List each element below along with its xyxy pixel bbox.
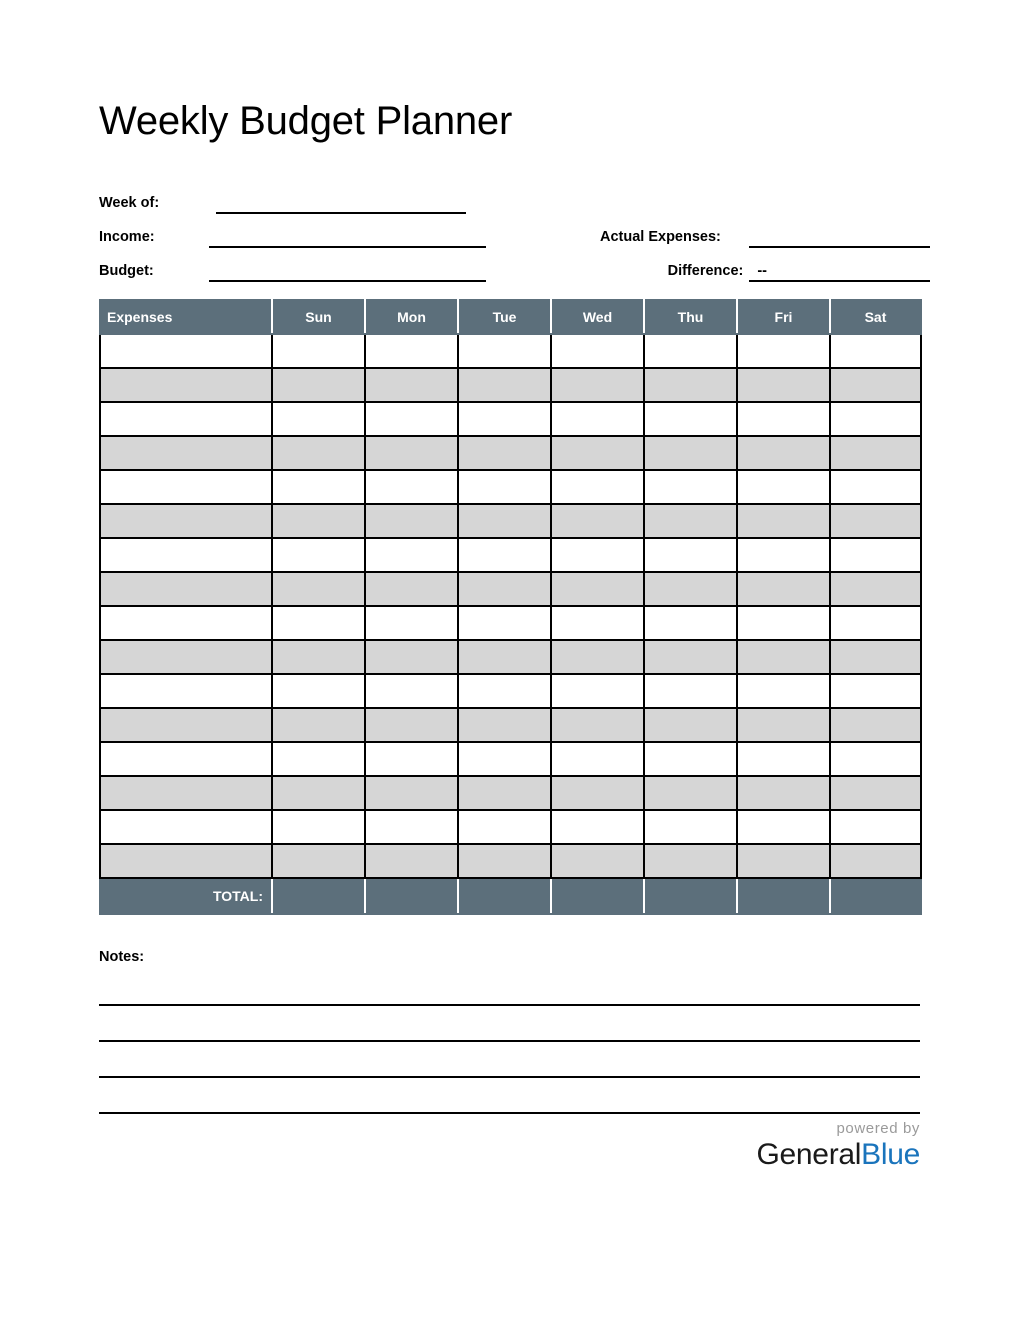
column-header-mon: Mon	[365, 300, 458, 334]
table-row	[100, 368, 921, 402]
cell-thu[interactable]	[644, 810, 737, 844]
cell-sun[interactable]	[272, 368, 365, 402]
notes-label: Notes:	[99, 949, 145, 965]
cell-expense[interactable]	[100, 436, 272, 470]
cell-sun[interactable]	[272, 470, 365, 504]
cell-wed[interactable]	[551, 368, 644, 402]
cell-thu[interactable]	[644, 606, 737, 640]
table-row	[100, 470, 921, 504]
cell-expense[interactable]	[100, 606, 272, 640]
cell-fri[interactable]	[737, 538, 830, 572]
field-week-of	[99, 180, 499, 214]
field-input-difference[interactable]	[749, 256, 930, 282]
total-cell-thu[interactable]	[644, 878, 737, 914]
cell-tue[interactable]	[458, 538, 551, 572]
cell-sun[interactable]	[272, 708, 365, 742]
cell-fri[interactable]	[737, 742, 830, 776]
total-cell-mon[interactable]	[365, 878, 458, 914]
generalblue-logo	[620, 1120, 920, 1171]
cell-fri[interactable]	[737, 504, 830, 538]
cell-thu[interactable]	[644, 640, 737, 674]
column-header-tue: Tue	[458, 300, 551, 334]
table-row	[100, 334, 921, 368]
cell-fri[interactable]	[737, 572, 830, 606]
column-header-expenses: Expenses	[100, 300, 272, 334]
cell-thu[interactable]	[644, 742, 737, 776]
cell-tue[interactable]	[458, 776, 551, 810]
cell-expense[interactable]	[100, 470, 272, 504]
cell-wed[interactable]	[551, 844, 644, 878]
cell-thu[interactable]	[644, 708, 737, 742]
cell-sun[interactable]	[272, 402, 365, 436]
cell-expense[interactable]	[100, 844, 272, 878]
cell-mon[interactable]	[365, 470, 458, 504]
field-label-budget: Budget:	[99, 263, 154, 279]
cell-tue[interactable]	[458, 606, 551, 640]
notes-line-4[interactable]	[99, 1112, 920, 1114]
cell-sat[interactable]	[830, 844, 921, 878]
cell-fri[interactable]	[737, 402, 830, 436]
cell-fri[interactable]	[737, 640, 830, 674]
column-header-thu: Thu	[644, 300, 737, 334]
cell-thu[interactable]	[644, 674, 737, 708]
cell-wed[interactable]	[551, 402, 644, 436]
cell-tue[interactable]	[458, 402, 551, 436]
cell-fri[interactable]	[737, 708, 830, 742]
cell-mon[interactable]	[365, 402, 458, 436]
weekly-expenses-table	[99, 299, 922, 915]
field-input-budget[interactable]	[209, 256, 486, 282]
field-budget	[99, 248, 499, 282]
table-total-row	[100, 878, 921, 914]
cell-sun[interactable]	[272, 810, 365, 844]
cell-wed[interactable]	[551, 504, 644, 538]
page-title: Weekly Budget Planner	[99, 99, 513, 143]
cell-fri[interactable]	[737, 810, 830, 844]
cell-wed[interactable]	[551, 810, 644, 844]
cell-thu[interactable]	[644, 776, 737, 810]
cell-mon[interactable]	[365, 606, 458, 640]
cell-sun[interactable]	[272, 776, 365, 810]
cell-mon[interactable]	[365, 776, 458, 810]
cell-thu[interactable]	[644, 402, 737, 436]
cell-fri[interactable]	[737, 470, 830, 504]
table-row	[100, 810, 921, 844]
cell-tue[interactable]	[458, 810, 551, 844]
cell-mon[interactable]	[365, 708, 458, 742]
cell-sat[interactable]	[830, 674, 921, 708]
cell-tue[interactable]	[458, 334, 551, 368]
cell-fri[interactable]	[737, 334, 830, 368]
cell-tue[interactable]	[458, 572, 551, 606]
table-row	[100, 742, 921, 776]
logo-powered-by-text: powered by	[836, 1120, 920, 1137]
cell-sat[interactable]	[830, 538, 921, 572]
cell-tue[interactable]	[458, 640, 551, 674]
cell-sat[interactable]	[830, 640, 921, 674]
table-row	[100, 402, 921, 436]
cell-expense[interactable]	[100, 572, 272, 606]
cell-tue[interactable]	[458, 674, 551, 708]
logo-word-general: General	[756, 1138, 862, 1171]
cell-expense[interactable]	[100, 368, 272, 402]
cell-fri[interactable]	[737, 436, 830, 470]
cell-tue[interactable]	[458, 708, 551, 742]
cell-expense[interactable]	[100, 776, 272, 810]
cell-sun[interactable]	[272, 640, 365, 674]
cell-mon[interactable]	[365, 640, 458, 674]
cell-wed[interactable]	[551, 708, 644, 742]
cell-wed[interactable]	[551, 640, 644, 674]
table-row	[100, 504, 921, 538]
field-difference	[600, 248, 930, 282]
cell-thu[interactable]	[644, 334, 737, 368]
field-value-difference: --	[757, 263, 768, 279]
table-row	[100, 844, 921, 878]
total-cell-wed[interactable]	[551, 878, 644, 914]
total-cell-fri[interactable]	[737, 878, 830, 914]
cell-sat[interactable]	[830, 776, 921, 810]
cell-sat[interactable]	[830, 810, 921, 844]
cell-tue[interactable]	[458, 504, 551, 538]
cell-sun[interactable]	[272, 436, 365, 470]
cell-tue[interactable]	[458, 436, 551, 470]
cell-sun[interactable]	[272, 572, 365, 606]
table-row	[100, 538, 921, 572]
cell-mon[interactable]	[365, 844, 458, 878]
logo-word-blue: Blue	[861, 1138, 920, 1171]
field-input-actual-expenses[interactable]	[749, 222, 930, 248]
table-row	[100, 606, 921, 640]
field-label-difference: Difference:	[667, 263, 744, 279]
cell-expense[interactable]	[100, 504, 272, 538]
cell-thu[interactable]	[644, 538, 737, 572]
cell-mon[interactable]	[365, 742, 458, 776]
total-cell-tue[interactable]	[458, 878, 551, 914]
cell-wed[interactable]	[551, 742, 644, 776]
notes-line-2[interactable]	[99, 1040, 920, 1042]
cell-wed[interactable]	[551, 538, 644, 572]
logo-wordmark	[620, 1138, 920, 1171]
cell-mon[interactable]	[365, 538, 458, 572]
cell-wed[interactable]	[551, 606, 644, 640]
cell-wed[interactable]	[551, 572, 644, 606]
table-body	[100, 334, 921, 878]
cell-mon[interactable]	[365, 504, 458, 538]
cell-tue[interactable]	[458, 844, 551, 878]
table-footer	[100, 878, 921, 914]
table-row	[100, 436, 921, 470]
cell-expense[interactable]	[100, 810, 272, 844]
column-header-wed: Wed	[551, 300, 644, 334]
cell-expense[interactable]	[100, 640, 272, 674]
table-row	[100, 674, 921, 708]
cell-sat[interactable]	[830, 436, 921, 470]
cell-sat[interactable]	[830, 334, 921, 368]
cell-sat[interactable]	[830, 470, 921, 504]
cell-mon[interactable]	[365, 810, 458, 844]
cell-tue[interactable]	[458, 368, 551, 402]
total-label: TOTAL:	[100, 878, 272, 914]
form-left-column	[99, 180, 499, 282]
cell-wed[interactable]	[551, 436, 644, 470]
cell-sat[interactable]	[830, 606, 921, 640]
cell-thu[interactable]	[644, 368, 737, 402]
cell-mon[interactable]	[365, 436, 458, 470]
cell-thu[interactable]	[644, 436, 737, 470]
cell-tue[interactable]	[458, 742, 551, 776]
cell-wed[interactable]	[551, 334, 644, 368]
cell-sun[interactable]	[272, 504, 365, 538]
cell-sun[interactable]	[272, 538, 365, 572]
cell-sun[interactable]	[272, 742, 365, 776]
cell-expense[interactable]	[100, 538, 272, 572]
cell-expense[interactable]	[100, 402, 272, 436]
total-cell-sat[interactable]	[830, 878, 921, 914]
column-header-sun: Sun	[272, 300, 365, 334]
table-row	[100, 708, 921, 742]
table-row	[100, 572, 921, 606]
cell-sat[interactable]	[830, 368, 921, 402]
cell-sun[interactable]	[272, 606, 365, 640]
cell-expense[interactable]	[100, 742, 272, 776]
cell-thu[interactable]	[644, 470, 737, 504]
cell-sun[interactable]	[272, 844, 365, 878]
cell-wed[interactable]	[551, 776, 644, 810]
column-header-sat: Sat	[830, 300, 921, 334]
cell-sat[interactable]	[830, 708, 921, 742]
cell-expense[interactable]	[100, 674, 272, 708]
cell-mon[interactable]	[365, 674, 458, 708]
cell-mon[interactable]	[365, 572, 458, 606]
notes-line-1[interactable]	[99, 1004, 920, 1006]
cell-sun[interactable]	[272, 334, 365, 368]
notes-line-3[interactable]	[99, 1076, 920, 1078]
cell-sat[interactable]	[830, 572, 921, 606]
cell-wed[interactable]	[551, 674, 644, 708]
cell-sat[interactable]	[830, 742, 921, 776]
table-header	[100, 300, 921, 334]
cell-mon[interactable]	[365, 334, 458, 368]
cell-sun[interactable]	[272, 674, 365, 708]
cell-expense[interactable]	[100, 334, 272, 368]
field-label-actual-expenses: Actual Expenses:	[600, 229, 721, 245]
field-actual-expenses	[600, 214, 930, 248]
cell-wed[interactable]	[551, 470, 644, 504]
table-header-row	[100, 300, 921, 334]
field-income	[99, 214, 499, 248]
field-input-income[interactable]	[209, 222, 486, 248]
form-right-column	[600, 214, 930, 282]
cell-tue[interactable]	[458, 470, 551, 504]
cell-sat[interactable]	[830, 504, 921, 538]
cell-thu[interactable]	[644, 504, 737, 538]
cell-fri[interactable]	[737, 844, 830, 878]
table-row	[100, 776, 921, 810]
cell-fri[interactable]	[737, 368, 830, 402]
cell-sat[interactable]	[830, 402, 921, 436]
cell-fri[interactable]	[737, 776, 830, 810]
column-header-fri: Fri	[737, 300, 830, 334]
cell-expense[interactable]	[100, 708, 272, 742]
cell-mon[interactable]	[365, 368, 458, 402]
field-input-week-of[interactable]	[216, 188, 466, 214]
field-label-income: Income:	[99, 229, 155, 245]
total-cell-sun[interactable]	[272, 878, 365, 914]
cell-thu[interactable]	[644, 572, 737, 606]
cell-fri[interactable]	[737, 674, 830, 708]
cell-fri[interactable]	[737, 606, 830, 640]
field-label-week-of: Week of:	[99, 195, 160, 211]
cell-thu[interactable]	[644, 844, 737, 878]
table-row	[100, 640, 921, 674]
